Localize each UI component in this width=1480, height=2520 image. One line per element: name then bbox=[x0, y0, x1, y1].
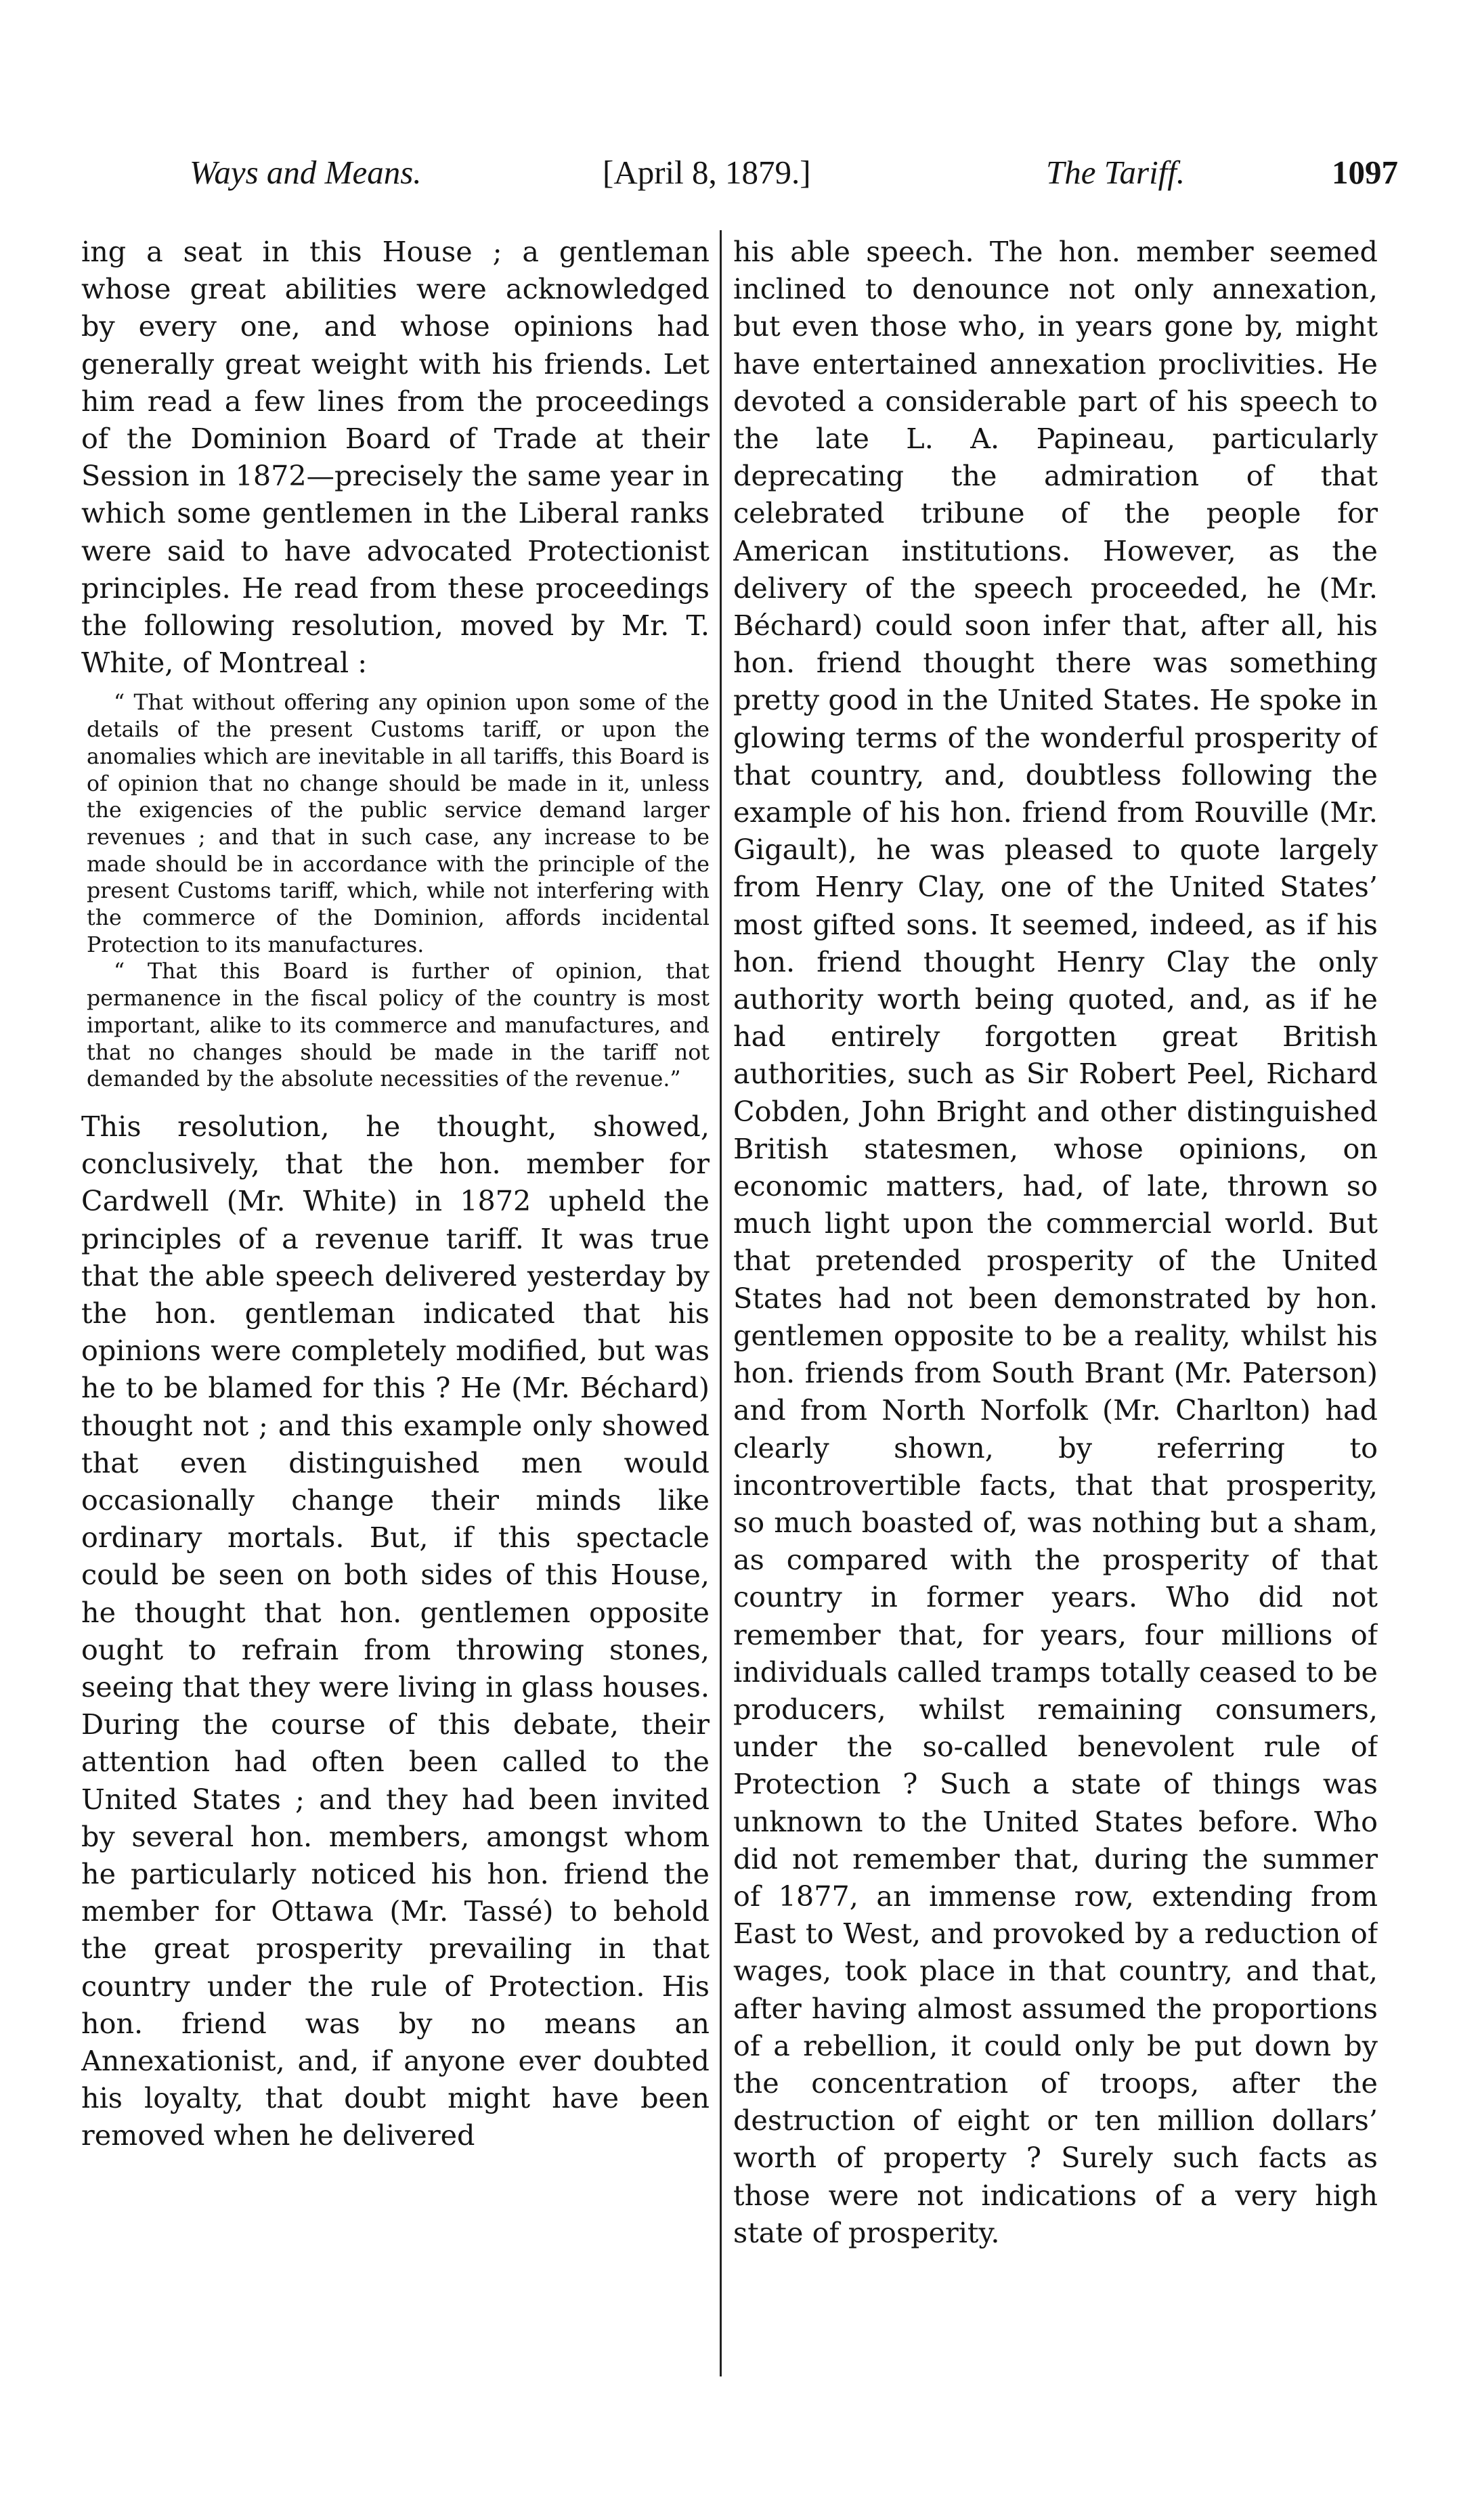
left-paragraph-1: ing a seat in this House ; a gentleman whose great abilities were acknowledged by every one, and whose opinions had generally great weight with his friends. Let him read a few lines from the proceedings of the Dominion Board of Trade at their Session in 1872—precisely the same year in which some gentlemen in the Liberal ranks were said to have advocated Protectionist principles. He read from these proceedings the following resolution, moved by Mr. T. White, of Montreal : bbox=[81, 236, 710, 680]
page-header bbox=[190, 150, 1398, 195]
quote-paragraph-1: “ That without offering any opinion upon some of the details of the present Customs tariff, or upon the anomalies which are inevitable in all tariffs, this Board is of opinion that no change should be made in it, unless the exigencies of the public service demand larger revenues ; and that in such case, any increase to be made should be in accordance with the principle of the present Customs tariff, which, while not interfering with the commerce of the Dominion, affords incidental Protection to its manufactures. bbox=[87, 691, 710, 957]
left-column bbox=[81, 234, 710, 2407]
header-section-title: The Tariff. bbox=[1046, 154, 1185, 191]
right-paragraph-1: his able speech. The hon. member seemed inclined to denounce not only annexation, but even those who, in years gone by, might have entertained annexation proclivities. He devoted a considerable part of his speech to the late L. A. Papineau, particularly deprecating the admiration of that celebrated tribune of the people for American institutions. However, as the delivery of the speech proceeded, he (Mr. Béchard) could soon infer that, after all, his hon. friend thought there was something pretty good in the United States. He spoke in glowing terms of the wonderful prosperity of that country, and, doubtless following the example of his hon. friend from Rouville (Mr. Gigault), he was pleased to quote largely from Henry Clay, one of the United States’ most gifted sons. It seemed, indeed, as if his hon. friend thought Henry Clay the only authority worth being quoted, and, as if he had entirely forgotten great British authorities, such as Sir Robert Peel, Richard Cobden, John Bright and other distinguished British statesmen, whose opinions, on economic matters, had, of late, thrown so much light upon the commercial world. But that pretended prosperity of the United States had not been demonstrated by hon. gentlemen opposite to be a reality, whilst his hon. friends from South Brant (Mr. Paterson) and from North Norfolk (Mr. Charlton) had clearly shown, by referring to incontrovertible facts, that that prosperity, so much boasted of, was nothing but a sham, as compared with the prosperity of that country in former years. Who did not remember that, for years, four millions of individuals called tramps totally ceased to be producers, whilst remaining consumers, under the so-called benevolent rule of Protection ? Such a state of things was unknown to the United States before. Who did not remember that, during the summer of 1877, an immense row, extending from East to West, and provoked by a reduction of wages, took place in that country, and that, after having almost assumed the proportions of a rebellion, it could only be put down by the concentration of troops, after the destruction of eight or ten million dollars’ worth of property ? Surely such facts as those were not indications of a very high state of prosperity. bbox=[733, 236, 1378, 2249]
page-number: 1097 bbox=[1332, 154, 1398, 191]
quoted-resolution bbox=[81, 690, 710, 1093]
quote-paragraph-2: “ That this Board is further of opinion, that permanence in the fiscal policy of the country is most important, alike to its commerce and manufactures, and that no changes should be made in the tariff not demanded by the absolute necessities of the revenue.” bbox=[87, 959, 710, 1092]
header-date: [April 8, 1879.] bbox=[603, 154, 811, 191]
left-paragraph-2: This resolution, he thought, showed, conclusively, that the hon. member for Cardwell (Mr. White) in 1872 upheld the principles of a revenue tariff. It was true that the able speech delivered yesterday by the hon. gentleman indicated that his opinions were completely modified, but was he to be blamed for this ? He (Mr. Béchard) thought not ; and this example only showed that even distinguished men would occasionally change their minds like ordinary mortals. But, if this spectacle could be seen on both sides of this House, he thought that hon. gentlemen opposite ought to refrain from throwing stones, seeing that they were living in glass houses. During the course of this debate, their attention had often been called to the United States ; and they had been invited by several hon. members, amongst whom he particularly noticed his hon. friend the member for Ottawa (Mr. Tassé) to behold the great prosperity prevailing in that country under the rule of Protection. His hon. friend was by no means an Annexationist, and, if anyone ever doubted his loyalty, that doubt might have been removed when he delivered bbox=[81, 1110, 710, 2152]
header-section-left: Ways and Means. bbox=[190, 154, 422, 191]
right-column bbox=[733, 234, 1378, 2407]
column-divider bbox=[720, 230, 722, 2376]
